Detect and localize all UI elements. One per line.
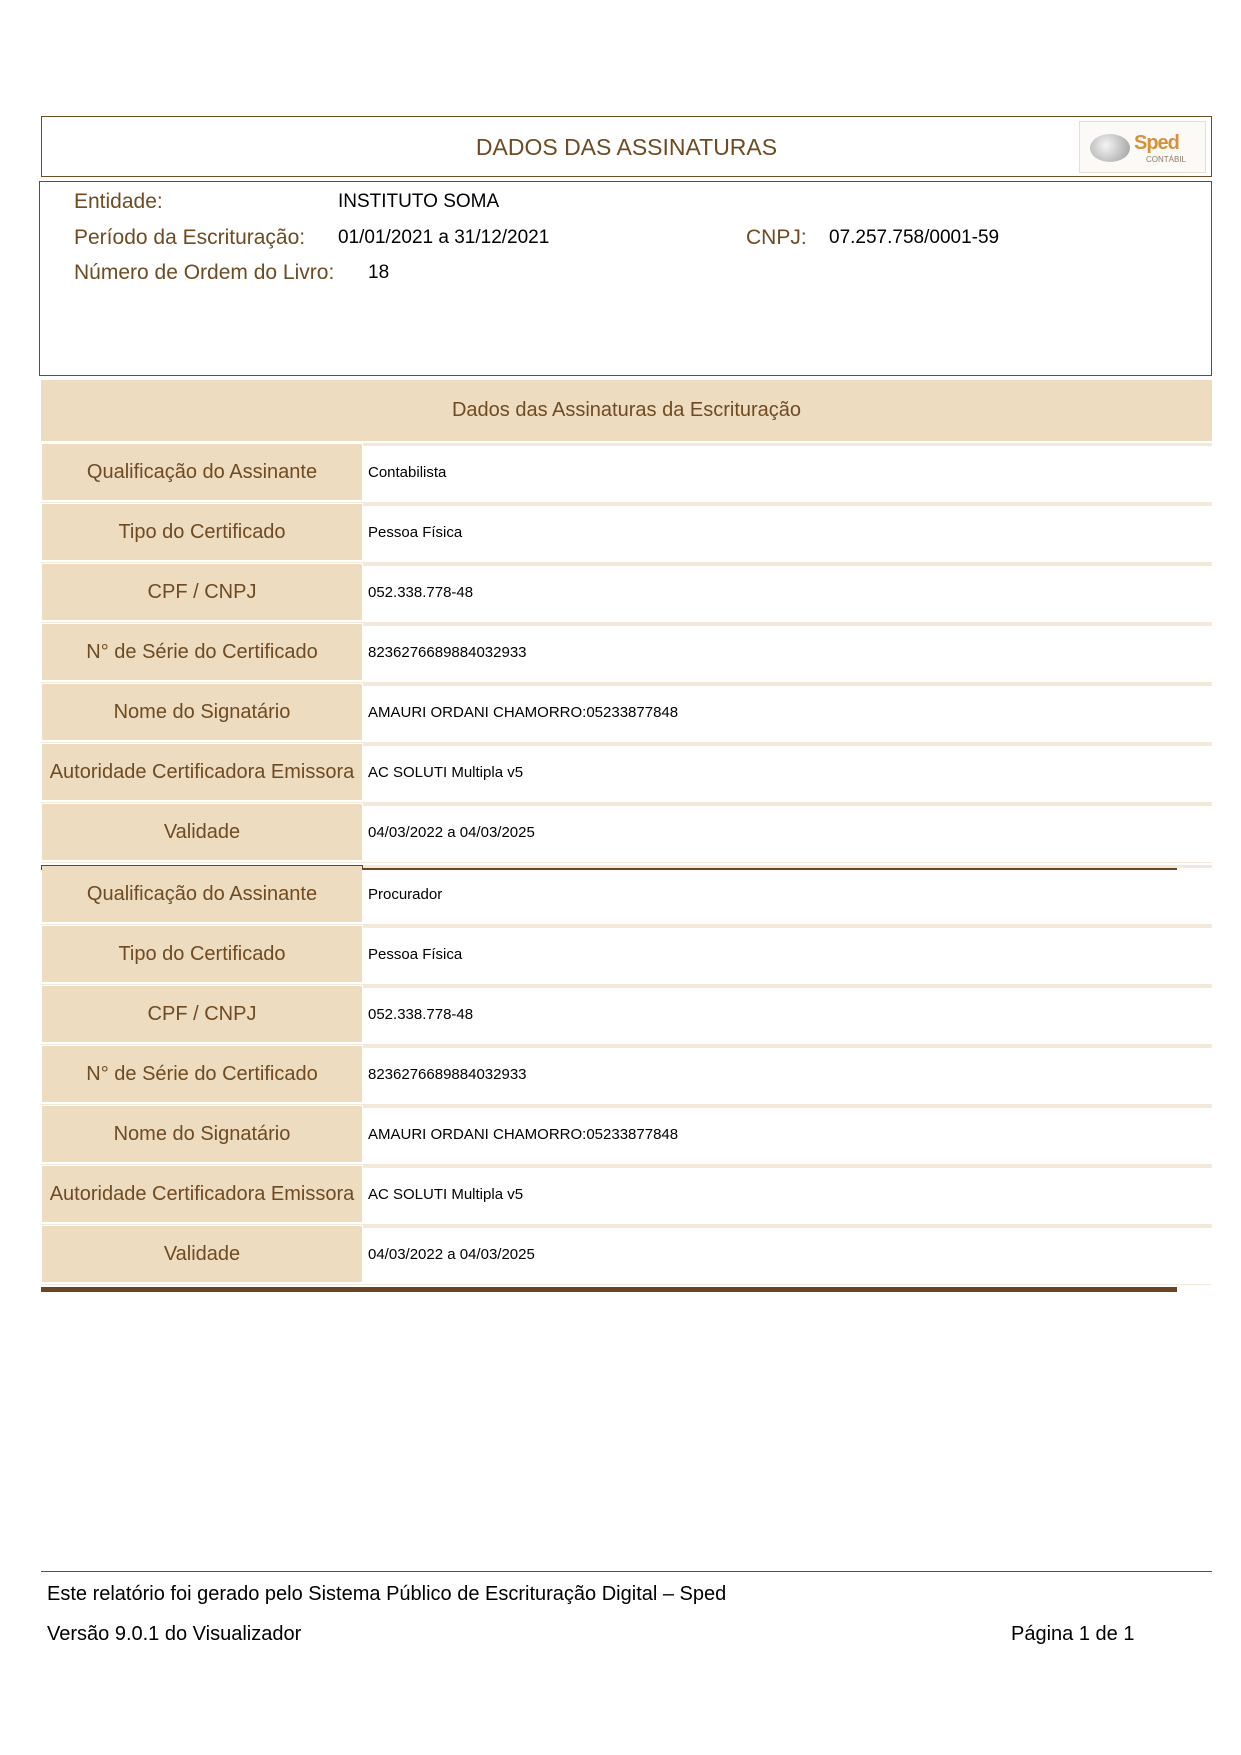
signature-row — [41, 563, 1212, 623]
field-value: 052.338.778-48 — [368, 584, 474, 601]
sped-contabil-logo — [1079, 121, 1206, 173]
signature-row — [41, 925, 1212, 985]
logo-subtext: CONTÁBIL — [1146, 155, 1187, 164]
field-label: Qualificação do Assinante — [42, 866, 362, 922]
periodo-value: 01/01/2021 a 31/12/2021 — [338, 227, 550, 248]
cnpj-value: 07.257.758/0001-59 — [829, 227, 1000, 248]
field-label: CPF / CNPJ — [42, 564, 362, 620]
field-value: AMAURI ORDANI CHAMORRO:05233877848 — [368, 704, 679, 721]
field-value: 052.338.778-48 — [368, 1006, 474, 1023]
field-value: 04/03/2022 a 04/03/2025 — [368, 1246, 535, 1263]
row-divider — [363, 925, 1212, 928]
signature-separator — [41, 1287, 1177, 1292]
field-value: AMAURI ORDANI CHAMORRO:05233877848 — [368, 1126, 679, 1143]
field-label: Tipo do Certificado — [42, 504, 362, 560]
footer-generated-text: Este relatório foi gerado pelo Sistema Público de Escrituração Digital – Sped — [47, 1583, 727, 1605]
entidade-value: INSTITUTO SOMA — [338, 191, 500, 212]
entidade-label: Entidade: — [74, 190, 163, 213]
field-value: 8236276689884032933 — [368, 1066, 527, 1083]
signature-row — [41, 1225, 1212, 1285]
entity-info-box — [39, 181, 1212, 376]
field-value: Contabilista — [368, 464, 447, 481]
page-title: DADOS DAS ASSINATURAS — [475, 134, 778, 160]
periodo-label: Período da Escrituração: — [74, 226, 306, 249]
signature-row — [41, 1045, 1212, 1105]
field-label: Validade — [42, 804, 362, 860]
row-divider — [363, 443, 1212, 446]
field-label: N° de Série do Certificado — [42, 1046, 362, 1102]
signature-row — [41, 623, 1212, 683]
cnpj-label: CNPJ: — [746, 226, 807, 249]
field-value: AC SOLUTI Multipla v5 — [368, 1186, 524, 1203]
signature-row — [41, 803, 1212, 863]
field-label: Tipo do Certificado — [42, 926, 362, 982]
row-divider — [363, 985, 1212, 988]
signature-row — [41, 683, 1212, 743]
signature-block — [41, 865, 1212, 1292]
signature-row — [41, 1105, 1212, 1165]
report-header — [41, 116, 1212, 177]
row-divider — [363, 503, 1212, 506]
field-value: Procurador — [368, 886, 443, 903]
section-title: Dados das Assinaturas da Escrituração — [41, 380, 1212, 441]
logo-text: Sped — [1134, 132, 1179, 154]
field-value: Pessoa Física — [368, 946, 463, 963]
ordem-value: 18 — [368, 262, 390, 283]
field-label: N° de Série do Certificado — [42, 624, 362, 680]
field-label: Validade — [42, 1226, 362, 1282]
footer-divider — [41, 1571, 1212, 1572]
signature-row — [41, 865, 1212, 925]
sped-globe-icon — [1090, 134, 1130, 162]
signature-row — [41, 985, 1212, 1045]
field-value: 04/03/2022 a 04/03/2025 — [368, 824, 535, 841]
footer-version: Versão 9.0.1 do Visualizador — [47, 1623, 302, 1645]
field-label: Qualificação do Assinante — [42, 444, 362, 500]
signature-block — [41, 443, 1212, 870]
field-value: 8236276689884032933 — [368, 644, 527, 661]
row-divider — [363, 563, 1212, 566]
field-label: Nome do Signatário — [42, 684, 362, 740]
footer-page-number: Página 1 de 1 — [1011, 1623, 1135, 1645]
signature-row — [41, 443, 1212, 503]
field-label: CPF / CNPJ — [42, 986, 362, 1042]
signature-row — [41, 1165, 1212, 1225]
field-label: Nome do Signatário — [42, 1106, 362, 1162]
signature-row — [41, 743, 1212, 803]
field-label: Autoridade Certificadora Emissora — [42, 744, 362, 800]
ordem-label: Número de Ordem do Livro: — [74, 261, 335, 284]
field-value: Pessoa Física — [368, 524, 463, 541]
field-value: AC SOLUTI Multipla v5 — [368, 764, 524, 781]
signature-row — [41, 503, 1212, 563]
row-divider — [363, 865, 1212, 868]
field-label: Autoridade Certificadora Emissora — [42, 1166, 362, 1222]
